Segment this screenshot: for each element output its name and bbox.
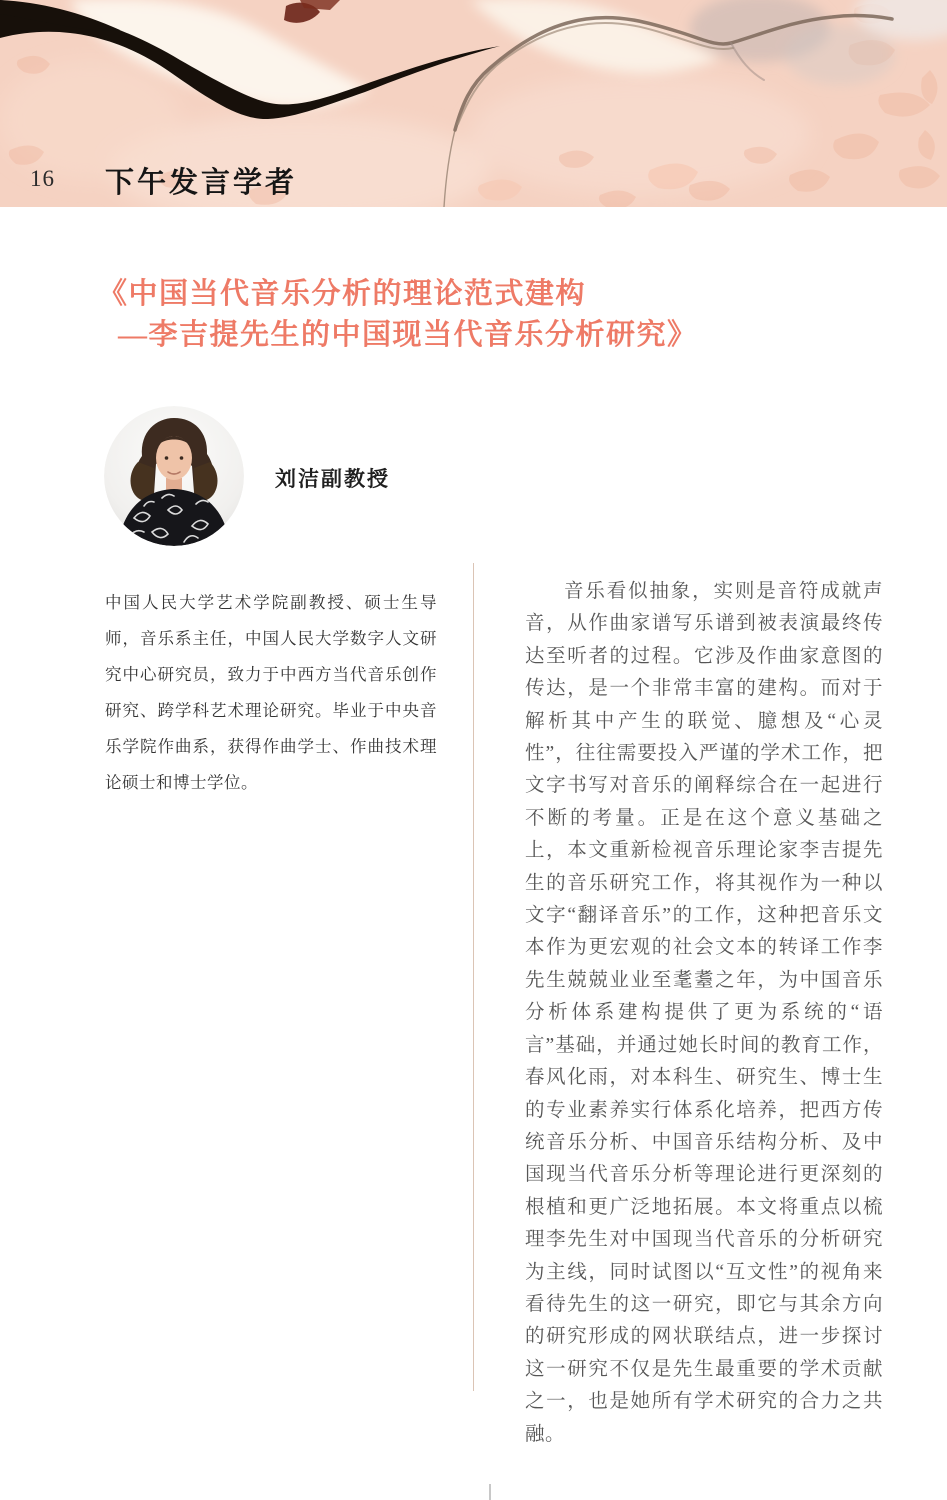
speaker-bio: 中国人民大学艺术学院副教授、硕士生导师，音乐系主任，中国人民大学数字人文研究中心研究员，致力于中西方当代音乐创作研究、跨学科艺术理论研究。毕业于中央音乐学院作曲系，获得作曲学士、作曲技术理论硕士和博士学位。: [105, 594, 437, 792]
talk-title-line2: —李吉提先生的中国现当代音乐分析研究》: [118, 319, 698, 351]
abstract-text: 音乐看似抽象，实则是音符成就声音，从作曲家谱写乐谱到被表演最终传达至听者的过程。它涉及作曲家意图的传达，是一个非常丰富的建构。而对于解析其中产生的联觉、臆想及“心灵性”，往往需要投入严谨的学术工作，把文字书写对音乐的阐释综合在一起进行不断的考量。正是在这个意义基础之上，本文重新检视音乐理论家李吉提先生的音乐研究工作，将其视作为一种以文字“翻译音乐”的工作，这种把音乐文本作为更宏观的社会文本的转译工作李先生兢兢业业至耄耋之年，为中国音乐分析体系建构提供了更为系统的“语言”基础，并通过她长时间的教育工作，春风化雨，对本科生、研究生、博士生的专业素养实行体系化培养，把西方传统音乐分析、中国音乐结构分析、及中国现当代音乐分析等理论进行更深刻的根植和更广泛地拓展。本文将重点以梳理李先生对中国现当代音乐的分析研究为主线，同时试图以“互文性”的视角来看待先生的这一研究，即它与其余方向的研究形成的网状联结点，进一步探讨这一研究不仅是先生最重要的学术贡献之一，也是她所有学术研究的合力之共融。: [525, 581, 883, 1445]
decorative-header-artwork: [0, 0, 947, 207]
talk-title: [98, 274, 698, 356]
page-number: 16: [30, 166, 55, 191]
column-divider: [473, 563, 474, 1391]
page-bottom-mark: [489, 1484, 491, 1500]
section-header: 下午发言学者: [105, 167, 298, 199]
speaker-portrait-graphic: [104, 406, 244, 546]
talk-title-line1: 《中国当代音乐分析的理论范式建构: [98, 278, 587, 310]
speaker-photo: [104, 406, 244, 546]
speaker-name: 刘洁副教授: [275, 468, 390, 491]
